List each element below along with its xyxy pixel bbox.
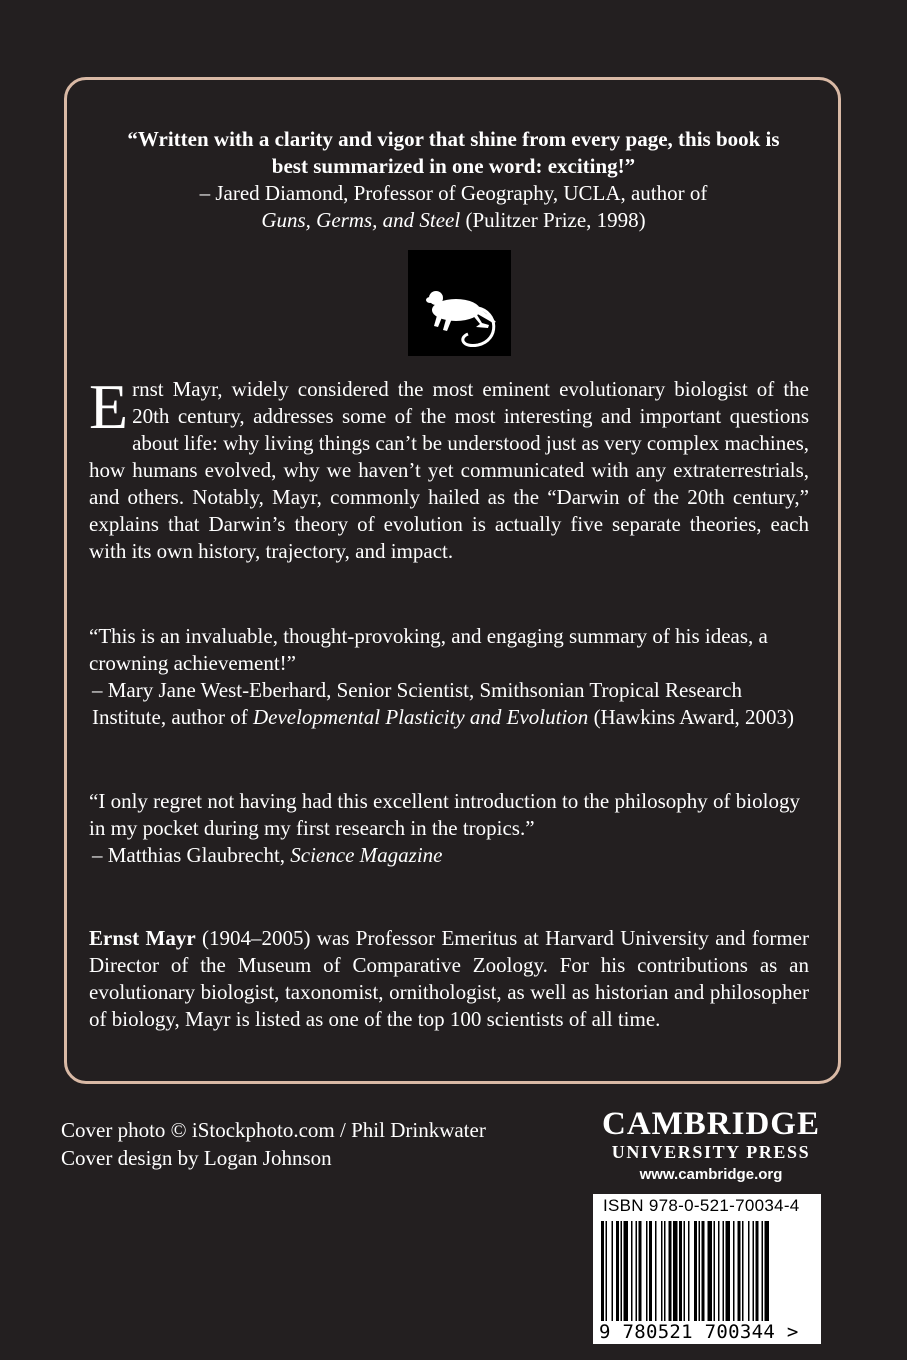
- intro-text: rnst Mayr, widely considered the most eminent evolutionary biologist of the 20th century, addresses some of the most interesting and important questions about life: why living things can’t be understood just as very complex machines, how humans evolved, why we haven’t yet communicated with any extraterrestrials, and others. Notably, Mayr, commonly hailed as the “Darwin of the 20th century,” explains that Darwin’s theory of evolution is actually five separate theories, each with its own history, trajectory, and impact.: [89, 377, 809, 563]
- barcode-bar: [639, 1221, 642, 1321]
- review-quote-attribution-text: – Mary Jane West-Eberhard, Senior Scientist, Smithsonian Tropical Research Institute, author of: [92, 678, 742, 729]
- barcode-bar: [673, 1221, 678, 1321]
- barcode-bar: [694, 1221, 697, 1321]
- barcode-bar: [612, 1221, 614, 1321]
- featured-quote-book: [100, 207, 807, 234]
- barcode-bar: [646, 1221, 648, 1321]
- barcode-bar: [679, 1221, 682, 1321]
- barcode-bar: [636, 1221, 638, 1321]
- barcode-bar: [624, 1221, 629, 1321]
- barcode-bar: [684, 1221, 686, 1321]
- publisher-logo: [596, 1106, 826, 1183]
- barcode-bar: [756, 1221, 759, 1321]
- intro-paragraph: [89, 371, 809, 565]
- barcode-bar: [753, 1221, 755, 1321]
- barcode-bar: [765, 1221, 770, 1321]
- barcode-bar: [655, 1221, 657, 1321]
- barcode-bar: [606, 1221, 608, 1321]
- barcode-bar: [616, 1221, 619, 1321]
- design-credit: Cover design by Logan Johnson: [61, 1146, 332, 1170]
- barcode-bar: [762, 1221, 764, 1321]
- cover-credits: [61, 1116, 486, 1172]
- photo-credit: Cover photo © iStockphoto.com / Phil Drinkwater: [61, 1118, 486, 1142]
- barcode-bar: [661, 1221, 663, 1321]
- isbn-barcode: [593, 1194, 821, 1344]
- review-quote-text: “This is an invaluable, thought-provoking, and engaging summary of his ideas, a crowning achievement!”: [89, 624, 768, 675]
- barcode-digits: 9 780521 700344 >: [599, 1321, 799, 1343]
- featured-quote-line2: best summarized in one word: exciting!”: [271, 154, 636, 178]
- author-bio-text: (1904–2005) was Professor Emeritus at Harvard University and former Director of the Museum of Comparative Zoology. For his contributions as an evolutionary biologist, taxonomist, ornithologist, as well as historian and philosopher of biology, Mayr is listed as one of the top 100 scientists of all time.: [89, 926, 809, 1031]
- featured-quote-book-note: (Pulitzer Prize, 1998): [460, 208, 646, 232]
- author-name: Ernst Mayr: [89, 926, 196, 950]
- isbn-label: ISBN 978-0-521-70034-4: [603, 1196, 800, 1215]
- barcode-bar: [714, 1221, 716, 1321]
- barcode-bar: [631, 1221, 633, 1321]
- dropcap-letter: E: [89, 371, 129, 442]
- review-quote-west-eberhard: [89, 623, 809, 731]
- author-bio: [89, 925, 809, 1033]
- featured-quote-book-title: Guns, Germs, and Steel: [261, 208, 461, 232]
- barcode-bar: [601, 1221, 604, 1321]
- barcode-bar: [726, 1221, 731, 1321]
- publisher-url: www.cambridge.org: [639, 1166, 783, 1183]
- barcode-bar: [669, 1221, 672, 1321]
- review-quote-text: “I only regret not having had this excellent introduction to the philosophy of biology in my pocket during my first research in the tropics.”: [89, 789, 800, 840]
- barcode-bar: [733, 1221, 735, 1321]
- barcode-bar: [664, 1221, 666, 1321]
- barcode-bar: [699, 1221, 701, 1321]
- publisher-press: UNIVERSITY PRESS: [611, 1142, 811, 1162]
- barcode-bar: [708, 1221, 713, 1321]
- review-quote-attribution: [89, 842, 809, 869]
- barcode-bar: [718, 1221, 720, 1321]
- barcode-bar: [688, 1221, 690, 1321]
- barcode-bar: [621, 1221, 623, 1321]
- featured-quote: [100, 126, 807, 234]
- barcode-bar: [649, 1221, 652, 1321]
- review-quote-source: Science Magazine: [290, 843, 443, 867]
- review-quote-attribution-text: – Matthias Glaubrecht,: [92, 843, 291, 867]
- featured-quote-attribution: – Jared Diamond, Professor of Geography, UCLA, author of: [199, 181, 708, 205]
- barcode-bars: [601, 1221, 813, 1321]
- review-quote-book-title: Developmental Plasticity and Evolution: [252, 705, 589, 729]
- barcode-bar: [742, 1221, 744, 1321]
- monkey-icon: [408, 250, 511, 356]
- publisher-name: CAMBRIDGE: [601, 1106, 820, 1142]
- featured-quote-line1: “Written with a clarity and vigor that shine from every page, this book is: [127, 127, 780, 151]
- barcode-bar: [723, 1221, 725, 1321]
- review-quote-book-note: (Hawkins Award, 2003): [588, 705, 795, 729]
- barcode-bar: [738, 1221, 741, 1321]
- review-quote-attribution: [89, 677, 809, 731]
- barcode-bar: [702, 1221, 705, 1321]
- review-quote-glaubrecht: [89, 788, 809, 869]
- barcode-bar: [748, 1221, 750, 1321]
